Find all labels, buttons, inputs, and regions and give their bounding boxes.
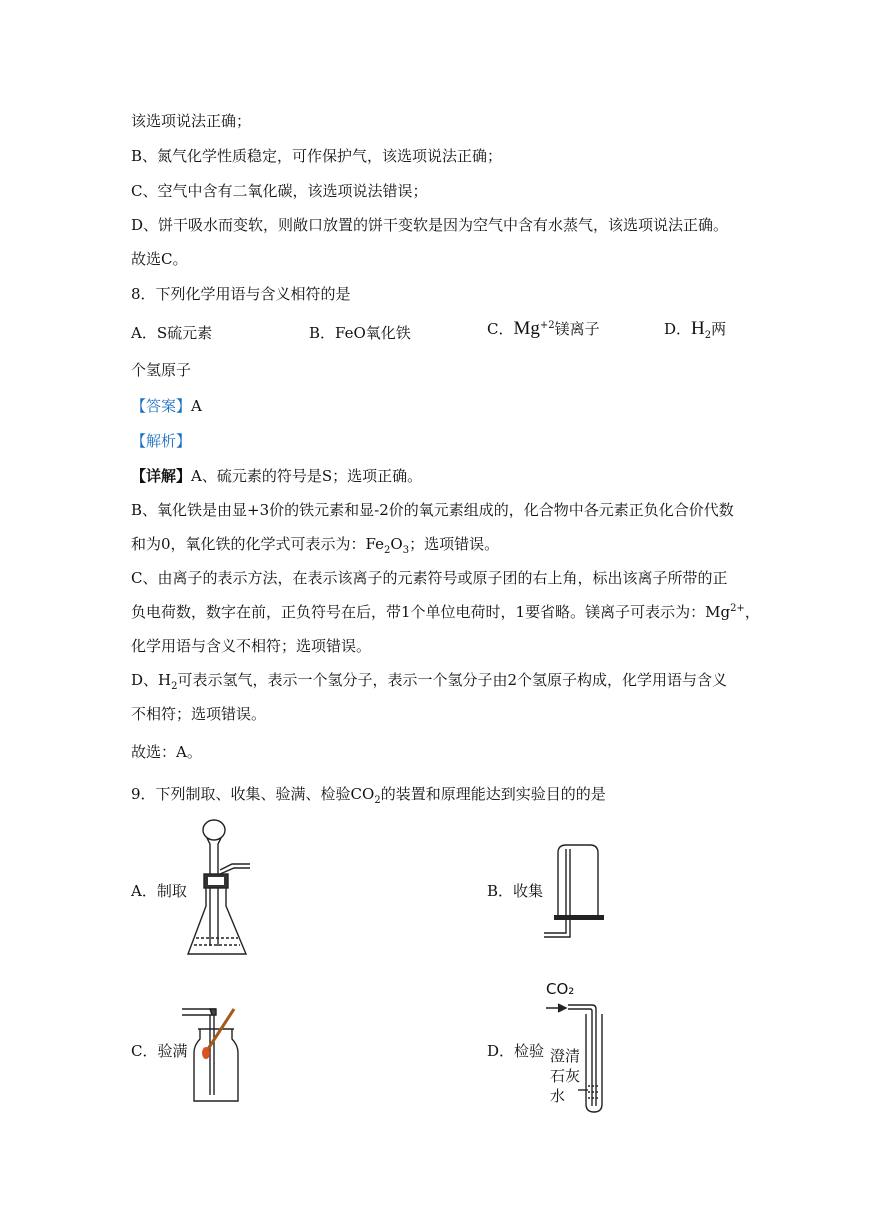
detail-b-line-1: B、氧化铁是由显+3价的铁元素和显-2价的氧元素组成的，化合物中各元素正负化合价代数 [131, 501, 734, 519]
conical-flask-apparatus-icon [180, 818, 260, 960]
detail-d-text: 可表示氢气，表示一个氢分子，表示一个氢分子由2个氢原子构成，化学用语与含义 [177, 671, 728, 689]
detail-c-line-1: C、由离子的表示方法，在表示该离子的元素符号或原子团的右上角，标出该离子所带的正 [131, 569, 728, 587]
sup: 2+ [730, 603, 745, 614]
text-line: C、空气中含有二氧化碳，该选项说法错误； [131, 182, 428, 200]
detail-b-text: 和为0，氧化铁的化学式可表示为：Fe [131, 535, 385, 553]
inverted-gas-jar-icon [540, 843, 604, 941]
detail-c-tail: ， [744, 603, 760, 621]
q8-option-c-charge: +2 [539, 320, 555, 331]
q8-option-d-prefix: D． [664, 320, 692, 338]
detail-d-line-1 [131, 670, 727, 690]
text-line: B、氮气化学性质稳定，可作保护气，该选项说法正确； [131, 147, 503, 165]
text-line: D、饼干吸水而变软，则敞口放置的饼干变软是因为空气中含有水蒸气，该选项说法正确。 [131, 216, 729, 234]
q9-option-d-label: D．检验 [487, 1042, 545, 1060]
q8-option-c-prefix: C． [487, 320, 514, 338]
q8-option-d-formula: H [691, 318, 705, 339]
q8-option-d [664, 318, 726, 340]
q9-stem-text: 9．下列制取、收集、验满、检验CO [131, 785, 375, 803]
q8-option-d-meaning: 两 [711, 320, 727, 338]
q8-option-d-sub: 2 [704, 330, 712, 341]
text-line: 故选C。 [131, 250, 188, 268]
sub: 2 [171, 681, 178, 692]
answer-line [131, 396, 202, 416]
sub: 2 [374, 795, 381, 806]
gas-jar-with-splint-icon [180, 1005, 246, 1105]
sub: 2 [384, 545, 391, 556]
detail-c-line-2 [131, 602, 760, 622]
formula-part: O [390, 535, 403, 553]
limewater-label-line-1: 澄清 [550, 1047, 581, 1065]
q8-option-a: A．S硫元素 [131, 324, 213, 342]
question-9-stem [131, 784, 606, 804]
q9-figure-a [180, 818, 260, 960]
q8-option-c-formula: Mg [513, 318, 540, 339]
detail-b-tail: ；选项错误。 [409, 535, 500, 553]
analysis-tag: 【解析】 [131, 432, 192, 450]
q9-stem-tail: 的装置和原理能达到实验目的的是 [380, 785, 606, 803]
detail-b-line-2 [131, 534, 499, 554]
conclusion: 故选：A。 [131, 743, 202, 761]
detail-a-text: A、硫元素的符号是S；选项正确。 [191, 467, 423, 485]
detail-c-line-3: 化学用语与含义不相符；选项错误。 [131, 637, 372, 655]
detail-d-pre: D、H [131, 671, 172, 689]
q8-option-d-wrap: 个氢原子 [131, 361, 192, 379]
detail-a [131, 466, 422, 486]
q9-option-b-label: B．收集 [487, 882, 544, 900]
q8-option-b: B．FeO氧化铁 [309, 324, 411, 342]
limewater-label-line-3: 水 [550, 1087, 566, 1105]
text-line: 该选项说法正确； [131, 112, 252, 130]
limewater-label-line-2: 石灰 [550, 1067, 581, 1085]
limewater-label [550, 1046, 580, 1106]
q9-option-a-label: A．制取 [131, 882, 187, 900]
question-8-stem: 8．下列化学用语与含义相符的是 [131, 285, 351, 303]
q9-figure-c [180, 1005, 246, 1105]
detail-c-text: 负电荷数，数字在前，正负符号在后，带1个单位电荷时，1要省略。镁离子可表示为：Mg [131, 603, 731, 621]
q9-option-c-label: C．验满 [131, 1042, 188, 1060]
q9-figure-b [540, 843, 604, 941]
q8-option-c-meaning: 镁离子 [554, 320, 600, 338]
q8-option-c [487, 318, 600, 340]
sub: 3 [402, 545, 410, 556]
detail-d-line-2: 不相符；选项错误。 [131, 705, 267, 723]
detail-tag: 【详解】 [131, 467, 192, 485]
q9-figure-d [540, 978, 620, 1118]
co2-label: CO₂ [546, 980, 575, 998]
answer-value: A [191, 397, 202, 415]
answer-tag: 【答案】 [131, 397, 192, 415]
